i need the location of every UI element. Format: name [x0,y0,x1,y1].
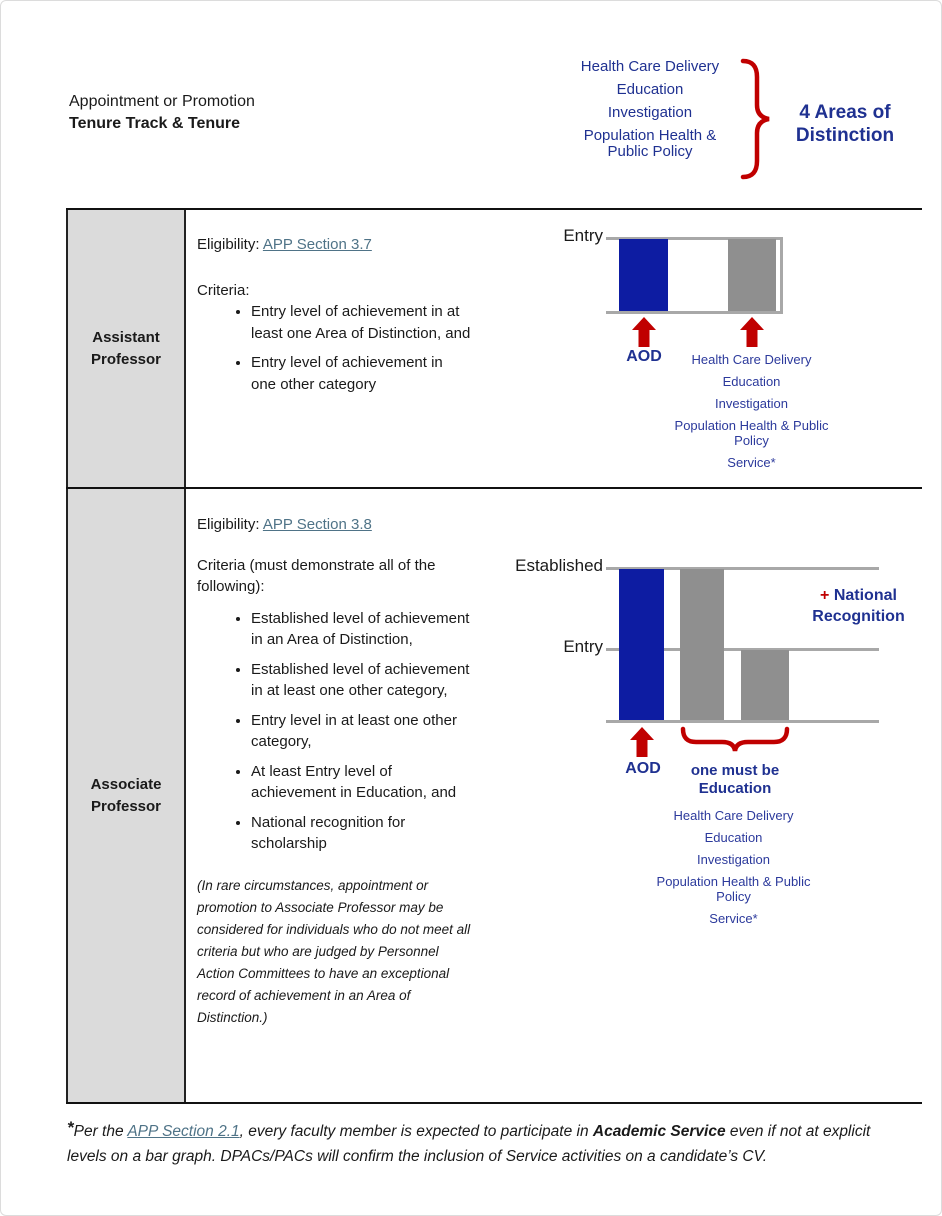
row-header-associate-professor: Associate Professor [66,489,186,1102]
footnote-text: , every faculty member is expected to participate in [239,1123,593,1140]
aod-label: AOD [626,348,662,365]
app-section-3-8-link[interactable]: APP Section 3.8 [262,516,372,533]
up-arrow-icon [740,317,764,347]
plus-icon: + [820,587,830,604]
other-category-bar [728,239,776,312]
eligibility-label: Eligibility: [197,516,260,533]
footnote-text: Per the [73,1123,128,1140]
eligibility-line [197,234,473,256]
established-axis-label: Established [515,556,603,575]
aod-bar [619,569,664,721]
aod-bar [619,239,668,312]
other-category-bar-entry [741,650,789,721]
page-title-block [69,91,255,135]
associate-text-block [197,514,473,1029]
criteria-bullet: • National recognition for scholarship [251,812,473,855]
aod-label: AOD [625,760,661,777]
academic-service-emphasis: Academic Service [592,1123,726,1140]
page-subtitle: Tenure Track & Tenure [69,115,241,132]
up-arrow-icon [630,727,654,757]
chart-right-cap-line [780,237,783,314]
criteria-list [197,301,473,395]
areas-of-distinction-callout [566,53,916,185]
category-item: Service* [709,911,758,926]
category-item: Population Health & Public Policy [656,874,811,904]
area-item: Health Care Delivery [580,58,720,75]
entry-axis-label: Entry [563,637,603,656]
category-item: Health Care Delivery [691,352,812,367]
area-item: Investigation [607,104,693,121]
app-section-2-1-link[interactable]: APP Section 2.1 [127,1123,240,1140]
national-recognition-label: National Recognition [812,587,905,625]
baseline [606,311,783,314]
service-footnote [67,1115,899,1169]
up-arrow-icon [632,317,656,347]
row-header-assistant-professor: Assistant Professor [66,210,186,487]
category-list [664,352,839,477]
criteria-label: Criteria (must demonstrate all of the following): [197,556,436,595]
areas-list [566,59,734,167]
category-item: Health Care Delivery [673,808,794,823]
criteria-bullet: • Entry level of achievement in at least one Area of Distinction, and [251,301,473,344]
national-recognition-annotation [801,585,916,627]
eligibility-line [197,514,473,536]
other-category-bar-established [680,569,724,721]
category-item: Service* [727,455,776,470]
app-section-3-7-link[interactable]: APP Section 3.7 [262,236,372,253]
criteria-list [197,608,473,855]
areas-of-distinction-label: 4 Areas of Distinction [795,102,895,146]
category-item: Investigation [715,396,788,411]
criteria-bullet: • Established level of achievement in at least one other category, [251,659,473,702]
category-item: Education [704,830,763,845]
criteria-label: Criteria: [197,281,250,299]
rare-circumstances-note: (In rare circumstances, appointment or promotion to Associate Professor may be considered for individuals who do not meet all criteria but who are judged by Personnel Action Committees to have an exceptional record of achievement in an Area of Distinction.) [197,877,471,1025]
page-title: Appointment or Promotion [69,93,255,110]
assistant-professor-bar-chart [541,221,861,481]
area-item: Education [616,81,684,98]
criteria-bullet: • Entry level of achievement in one other category [251,352,473,395]
footnote-asterisk: * [67,1118,74,1137]
right-brace-icon [738,57,774,181]
footnote-text: even if not at explicit levels on a bar graph. DPACs/PACs will confirm the inclusion of Service activities on a candidate’s CV. [67,1123,871,1165]
category-item: Population Health & Public Policy [674,418,829,448]
criteria-bullet: • At least Entry level of achievement in Education, and [251,761,473,804]
criteria-bullet: • Entry level in at least one other category, [251,710,473,753]
area-item: Population Health & Public Policy [583,127,717,160]
baseline [606,720,879,723]
criteria-bullet: • Established level of achievement in an Area of Distinction, [251,608,473,651]
brace-under-bars-icon [679,725,791,755]
associate-professor-bar-chart [496,551,926,946]
eligibility-label: Eligibility: [197,236,260,253]
category-list [646,808,821,933]
assistant-text-block [197,234,473,403]
entry-axis-label: Entry [563,226,603,245]
one-must-be-education-label: one must be Education [690,762,780,797]
category-item: Investigation [697,852,770,867]
category-item: Education [722,374,781,389]
